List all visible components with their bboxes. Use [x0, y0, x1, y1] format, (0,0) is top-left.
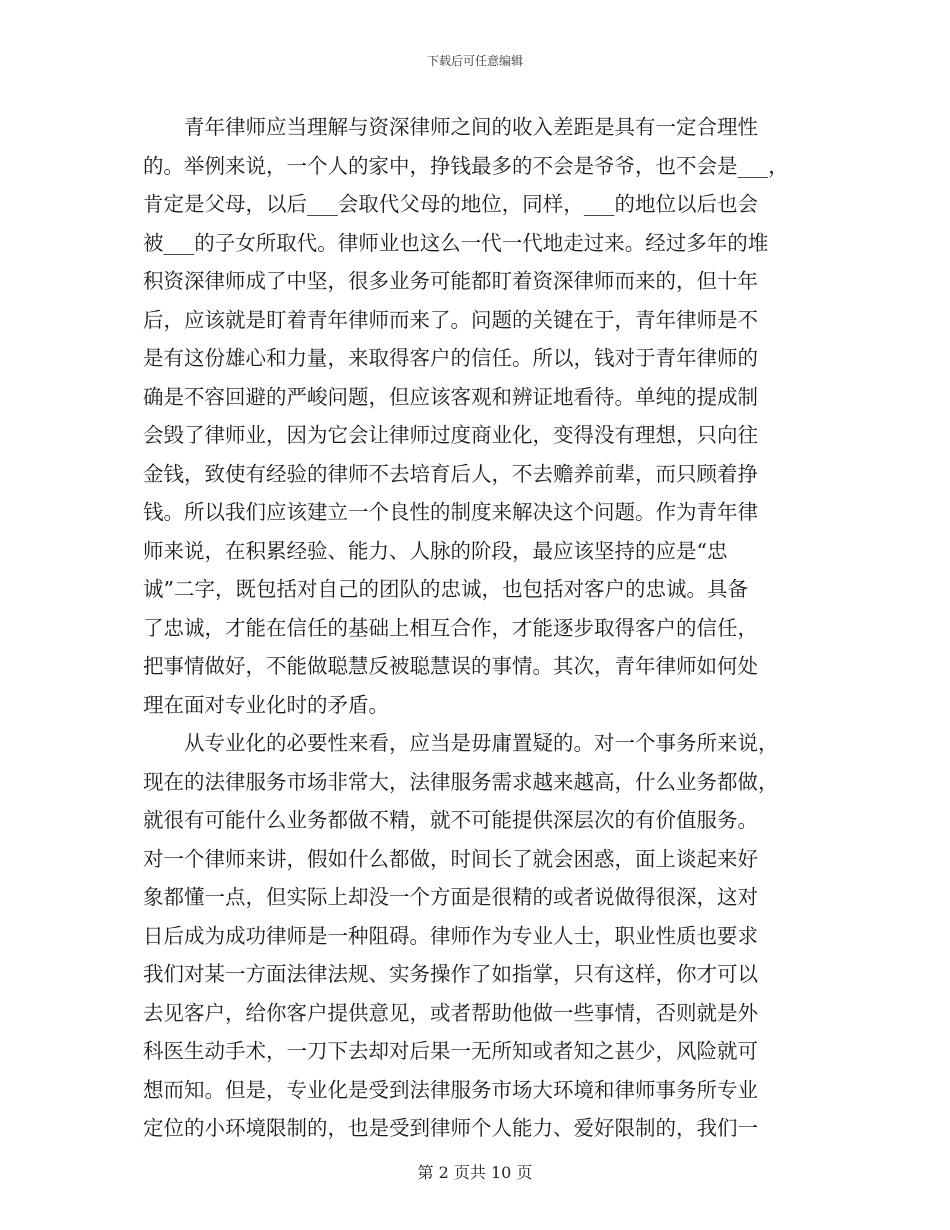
paragraph-2-line: 定位的小环境限制的，也是受到律师个人能力、爱好限制的，我们一 — [143, 1116, 758, 1140]
page-header: 下载后可任意编辑 — [426, 54, 523, 68]
paragraph-1-line: 师来说，在积累经验、能力、人脉的阶段，最应该坚持的应是“忠 — [143, 538, 728, 563]
paragraph-1-line: 肯定是父母，以后___会取代父母的地位，同样，___的地位以后也会 — [143, 192, 758, 216]
paragraph-2-line: 我们对某一方面法律法规、实务操作了如指掌，只有这样，你才可以 — [143, 962, 758, 986]
paragraph-1-line: 确是不容回避的严峻问题，但应该客观和辨证地看待。单纯的提成制 — [143, 384, 758, 409]
paragraph-1-line: 的。举例来说，一个人的家中，挣钱最多的不会是爷爷，也不会是___， — [143, 153, 789, 178]
paragraph-1-line: 了忠诚，才能在信任的基础上相互合作，才能逐步取得客户的信任， — [143, 615, 758, 640]
paragraph-2-line: 现在的法律服务市场非常大，法律服务需求越来越高，什么业务都做， — [143, 769, 779, 794]
paragraph-1-line: 金钱，致使有经验的律师不去培育后人，不去赡养前辈，而只顾着挣 — [143, 461, 758, 486]
paragraph-2-line: 科医生动手术，一刀下去却对后果一无所知或者知之甚少，风险就可 — [143, 1039, 758, 1063]
paragraph-2-line: 就很有可能什么业务都做不精，就不可能提供深层次的有价值服务。 — [143, 808, 758, 832]
paragraph-2-line: 从专业化的必要性来看，应当是毋庸置疑的。对一个事务所来说， — [184, 731, 779, 755]
paragraph-2-line: 对一个律师来讲，假如什么都做，时间长了就会困惑，面上谈起来好 — [143, 846, 758, 871]
page-footer: 第 2 页共 10 页 — [417, 1163, 533, 1182]
paragraph-2-line: 去见客户，给你客户提供意见，或者帮助他做一些事情，否则就是外 — [143, 1000, 758, 1025]
paragraph-2-line: 象都懂一点，但实际上却没一个方面是很精的或者说做得很深，这对 — [143, 885, 758, 909]
paragraph-1-line: 被___的子女所取代。律师业也这么一代一代地走过来。经过多年的堆 — [143, 230, 769, 255]
paragraph-1-line: 会毁了律师业，因为它会让律师过度商业化，变得没有理想，只向往 — [143, 423, 758, 447]
paragraph-2-line: 日后成为成功律师是一种阻碍。律师作为专业人士，职业性质也要求 — [143, 923, 758, 948]
paragraph-1-line: 理在面对专业化时的矛盾。 — [143, 692, 389, 717]
paragraph-1-line: 钱。所以我们应该建立一个良性的制度来解决这个问题。作为青年律 — [143, 500, 758, 524]
paragraph-1-line: 青年律师应当理解与资深律师之间的收入差距是具有一定合理性 — [184, 115, 758, 139]
paragraph-1-line: 诚”二字，既包括对自己的团队的忠诚，也包括对客户的忠诚。具备 — [143, 577, 748, 601]
document-body — [143, 108, 811, 1148]
paragraph-2-line: 想而知。但是，专业化是受到法律服务市场大环境和律师事务所专业 — [143, 1077, 758, 1102]
paragraph-1-line: 积资深律师成了中坚，很多业务可能都盯着资深律师而来的，但十年 — [143, 269, 758, 293]
paragraph-1-line: 是有这份雄心和力量，来取得客户的信任。所以，钱对于青年律师的 — [143, 346, 758, 370]
paragraph-1-line: 把事情做好，不能做聪慧反被聪慧误的事情。其次，青年律师如何处 — [143, 654, 758, 678]
paragraph-1-line: 后，应该就是盯着青年律师而来了。问题的关键在于，青年律师是不 — [143, 307, 758, 332]
